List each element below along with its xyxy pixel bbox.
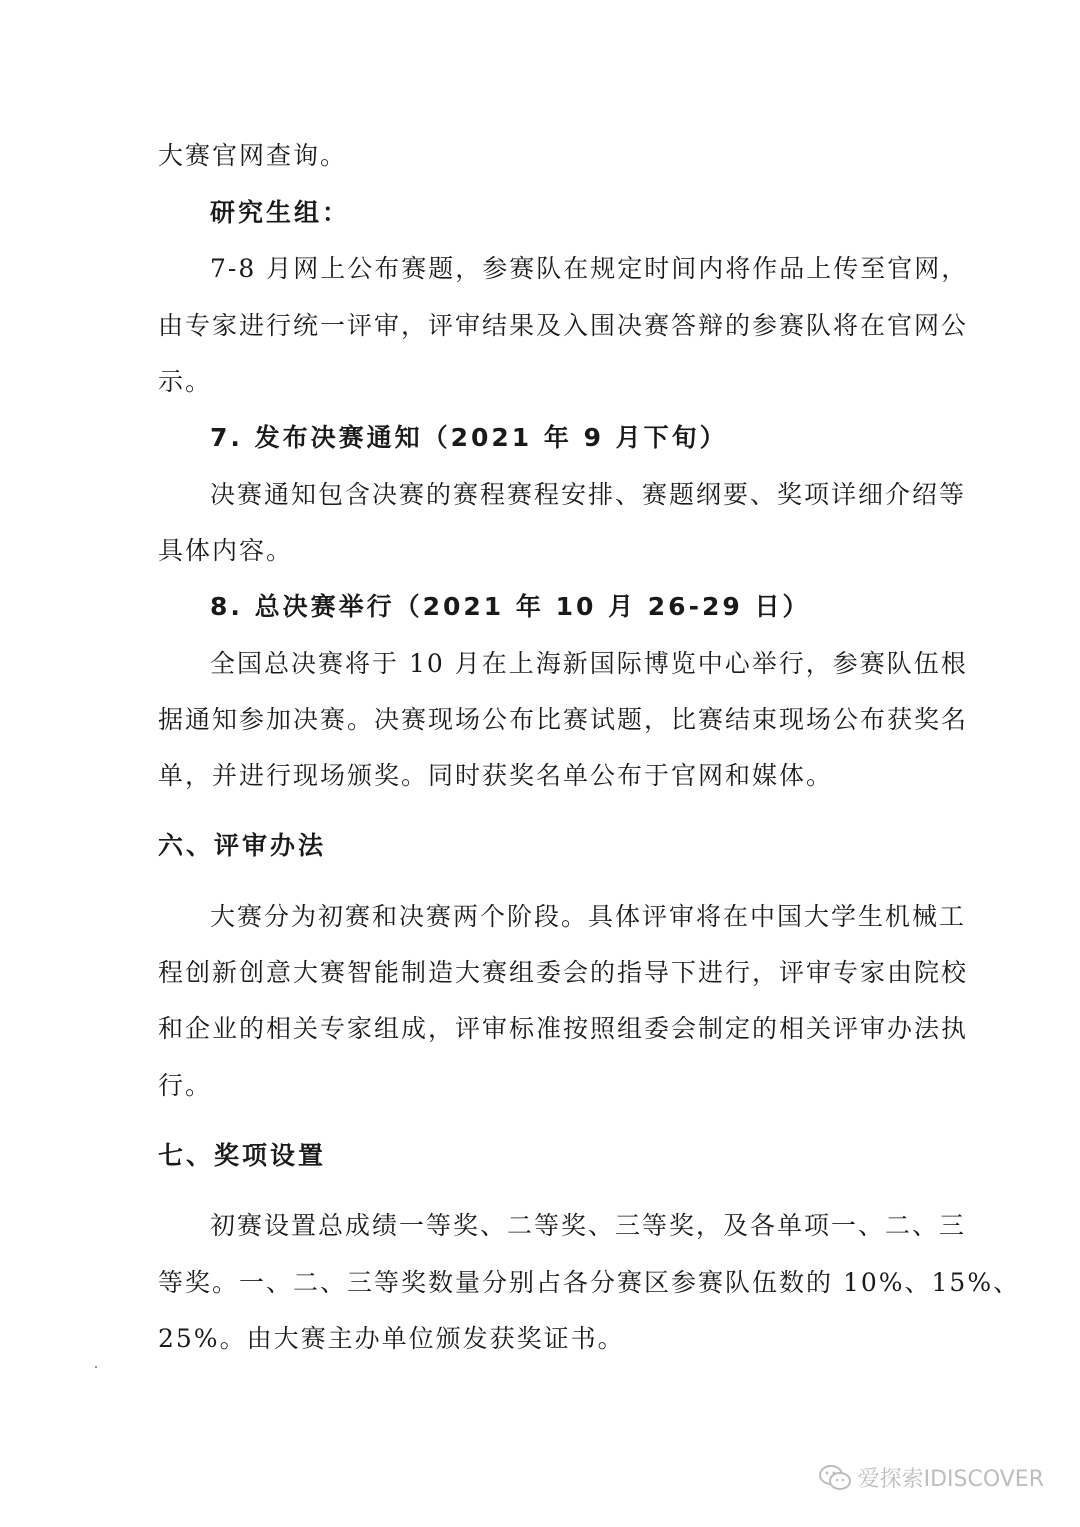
paragraph-line: 行。	[158, 1071, 213, 1100]
section-heading: 七、奖项设置	[158, 1141, 327, 1170]
paragraph-line: 示。	[158, 367, 213, 396]
paragraph-line: 单，并进行现场颁奖。同时获奖名单公布于官网和媒体。	[158, 761, 834, 790]
paragraph-line: 大赛官网查询。	[158, 141, 348, 170]
watermark	[818, 1462, 1044, 1493]
section-subheading: 7. 发布决赛通知（2021 年 9 月下旬）	[210, 423, 728, 452]
paragraph-line: 由专家进行统一评审，评审结果及入围决赛答辩的参赛队将在官网公	[158, 311, 969, 340]
paragraph-line: 25%。由大赛主办单位颁发获奖证书。	[158, 1324, 625, 1353]
watermark-text: 爱探索IDISCOVER	[857, 1467, 1044, 1492]
paragraph-line: 全国总决赛将于 10 月在上海新国际博览中心举行，参赛队伍根	[210, 649, 968, 678]
paragraph-line: 决赛通知包含决赛的赛程赛程安排、赛题纲要、奖项详细介绍等	[210, 480, 967, 509]
paragraph-line: 初赛设置总成绩一等奖、二等奖、三等奖，及各单项一、二、三	[210, 1211, 967, 1240]
scan-speck	[95, 1366, 97, 1368]
section-heading: 六、评审办法	[158, 831, 327, 860]
paragraph-line: 等奖。一、二、三等奖数量分别占各分赛区参赛队伍数的 10%、15%、	[158, 1268, 1021, 1297]
section-subheading: 8. 总决赛举行（2021 年 10 月 26-29 日）	[210, 592, 811, 621]
wechat-icon	[818, 1464, 852, 1492]
paragraph-line: 7-8 月网上公布赛题，参赛队在规定时间内将作品上传至官网，	[210, 254, 969, 283]
section-subheading: 研究生组：	[210, 198, 351, 227]
paragraph-line: 具体内容。	[158, 536, 294, 565]
paragraph-line: 和企业的相关专家组成，评审标准按照组委会制定的相关评审办法执	[158, 1014, 969, 1043]
paragraph-line: 程创新创意大赛智能制造大赛组委会的指导下进行，评审专家由院校	[158, 958, 969, 987]
paragraph-line: 据通知参加决赛。决赛现场公布比赛试题，比赛结束现场公布获奖名	[158, 705, 969, 734]
paragraph-line: 大赛分为初赛和决赛两个阶段。具体评审将在中国大学生机械工	[210, 902, 967, 931]
